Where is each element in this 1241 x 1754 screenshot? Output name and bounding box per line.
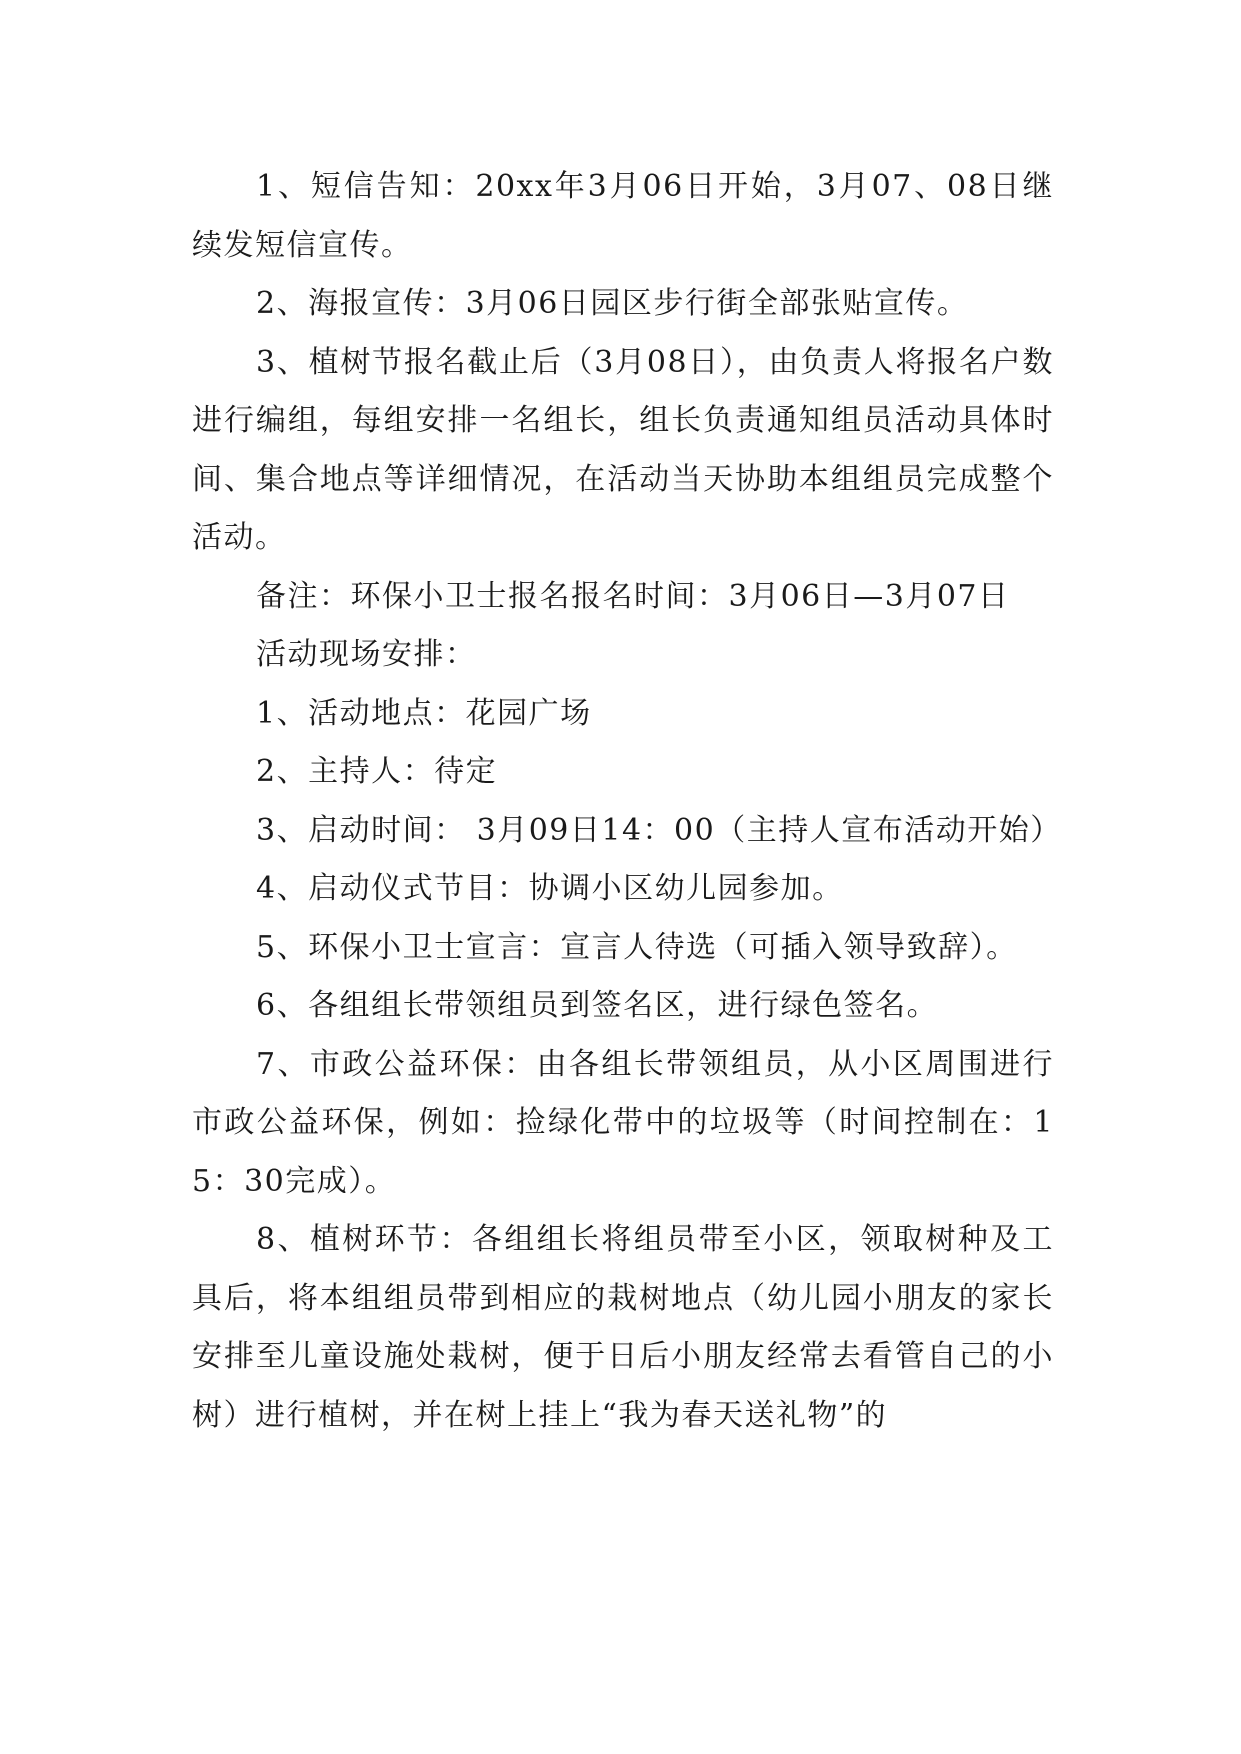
section-heading-onsite: 活动现场安排： xyxy=(256,637,477,672)
paragraph-signing: 6、各组组长带领组员到签名区，进行绿色签名。 xyxy=(256,988,939,1023)
paragraph-start-time: 3、启动时间： 3月09日14：00（主持人宣布活动开始） xyxy=(256,812,1062,848)
paragraph-host: 2、主持人：待定 xyxy=(256,754,498,789)
paragraph-venue: 1、活动地点：花园广场 xyxy=(256,695,592,731)
paragraph-remark: 备注：环保小卫士报名报名时间：3月06日—3月07日 xyxy=(256,578,1010,614)
paragraph-ceremony: 4、启动仪式节目：协调小区幼儿园参加。 xyxy=(256,871,844,906)
paragraph-grouping: 3、植树节报名截止后（3月08日），由负责人将报名户数进行编组，每组安排一名组长，组长负责通知组员活动具体时间、集合地点等详细情况，在活动当天协助本组组员完成整个活动。 xyxy=(192,344,1054,555)
document-body xyxy=(192,158,1062,1445)
paragraph-sms-notice: 1、短信告知：20xx年3月06日开始，3月07、08日继续发短信宣传。 xyxy=(192,169,1054,263)
paragraph-tree-planting: 8、植树环节：各组组长将组员带至小区，领取树种及工具后，将本组组员带到相应的栽树地点（幼儿园小朋友的家长安排至儿童设施处栽树，便于日后小朋友经常去看管自己的小树）进行植树，并在树上挂上“我为春天送礼物”的 xyxy=(192,1222,1054,1433)
paragraph-poster: 2、海报宣传：3月06日园区步行街全部张贴宣传。 xyxy=(256,286,969,321)
paragraph-declaration: 5、环保小卫士宣言：宣言人待选（可插入领导致辞）。 xyxy=(256,929,1018,965)
paragraph-public-welfare: 7、市政公益环保：由各组长带领组员，从小区周围进行市政公益环保，例如：捡绿化带中的垃圾等（时间控制在：15：30完成）。 xyxy=(192,1046,1054,1199)
